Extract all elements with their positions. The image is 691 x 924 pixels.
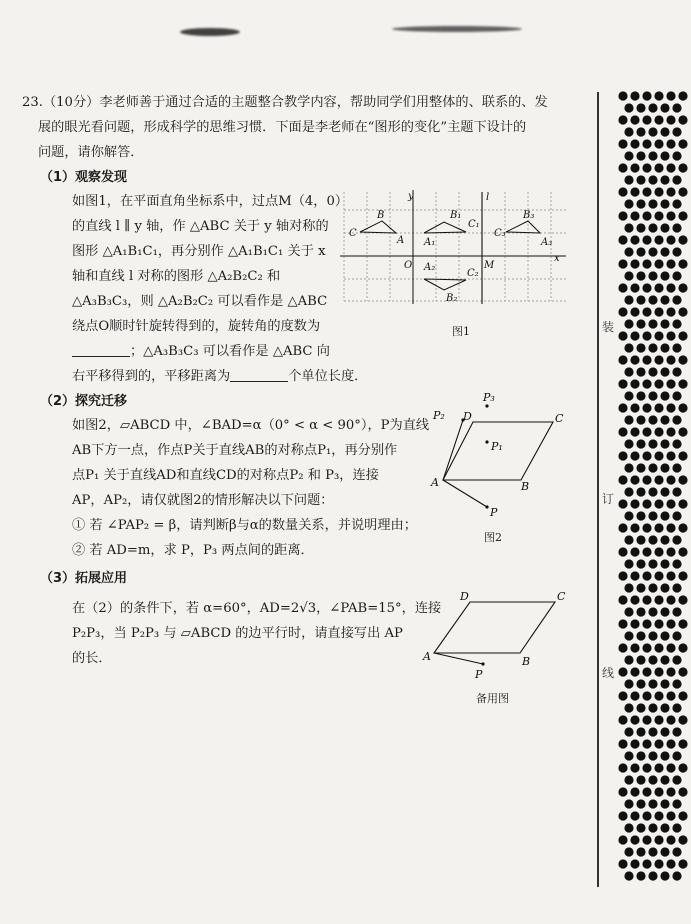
part1-line: ；△A₃B₃C₃ 可以看作是 △ABC 向 <box>72 340 330 364</box>
label-p1: P₁ <box>491 440 503 453</box>
intro-line: 23.（10分）李老师善于通过合适的主题整合教学内容，帮助同学们用整体的、联系的、发 <box>22 95 548 110</box>
part1-line: 轴和直线 l 对称的图形 △A₂B₂C₂ 和 <box>72 269 281 284</box>
label-b: B <box>377 210 385 221</box>
figure-2-caption: 图2 <box>484 531 502 544</box>
binding-dots <box>618 90 691 890</box>
triangle-a1b1c1 <box>424 222 466 233</box>
label-c: C <box>557 590 566 603</box>
intro-line: 问题，请你解答． <box>38 145 144 160</box>
label-p2: P₂ <box>433 409 445 422</box>
label-c2: C₂ <box>467 268 479 279</box>
label-a: A <box>431 476 439 489</box>
answer-blank <box>72 342 130 357</box>
segment-ap2 <box>443 420 463 480</box>
triangle-a2b2c2 <box>424 279 466 290</box>
label-c1: C₁ <box>468 219 480 230</box>
part1-line: 图形 △A₁B₁C₁，再分别作 △A₁B₁C₁ 关于 x <box>72 244 326 259</box>
label-p: P <box>475 668 483 681</box>
figure-backup-caption: 备用图 <box>476 692 509 705</box>
part2-line: AB下方一点，作点P关于直线AB的对称点P₁，再分别作 <box>72 443 398 458</box>
part3-line: 的长． <box>72 651 112 666</box>
label-l: l <box>486 192 490 203</box>
label-b3: B₃ <box>523 210 535 221</box>
label-a1: A₁ <box>424 237 436 248</box>
label-p: P <box>490 506 498 519</box>
scan-shadow <box>180 28 240 36</box>
part2-line: ① 若 ∠PAP₂ = β，请判断β与α的数量关系，并说明理由； <box>72 518 417 533</box>
label-x: x <box>554 253 560 264</box>
label-b: B <box>522 655 531 668</box>
intro-line: 展的眼光看问题，形成科学的思维习惯．下面是李老师在“图形的变化”主题下设计的 <box>38 120 527 135</box>
part2-line: 如图2，▱ABCD 中，∠BAD=α（0° < α < 90°），P为直线 <box>72 418 430 433</box>
part2-line: AP，AP₂，请仅就图2的情形解决以下问题： <box>72 493 334 508</box>
part2-line: 点P₁ 关于直线AD和直线CD的对称点P₂ 和 P₃，连接 <box>72 468 379 483</box>
label-y: y <box>408 191 414 202</box>
parallelogram-abcd <box>434 602 555 653</box>
part1-line: 如图1，在平面直角坐标系中，过点M（4，0） <box>72 194 349 209</box>
label-a2: A₂ <box>424 262 436 273</box>
segment-ap <box>434 653 483 664</box>
triangle-a3b3c3 <box>506 221 540 233</box>
label-d: D <box>460 590 469 603</box>
scan-shadow <box>392 26 522 32</box>
triangle-abc <box>360 221 396 233</box>
label-a: A <box>397 235 405 246</box>
label-o: O <box>404 260 413 271</box>
label-c: C <box>349 228 357 239</box>
answer-blank <box>230 367 288 382</box>
label-p3: P₃ <box>483 391 495 404</box>
figure-1 <box>340 188 572 308</box>
part3-heading: （3）拓展应用 <box>40 571 128 586</box>
figure-backup <box>420 586 580 686</box>
label-b1: B₁ <box>450 210 462 221</box>
label-a: A <box>423 650 431 663</box>
margin-char: 线 <box>602 666 615 680</box>
part2-line: ② 若 AD=m，求 P，P₃ 两点间的距离． <box>72 543 314 558</box>
binding-line <box>597 92 599 887</box>
label-a3: A₃ <box>541 237 553 248</box>
part1-line: △A₃B₃C₃，则 △A₂B₂C₂ 可以看作是 △ABC <box>72 294 328 309</box>
label-c3: C₃ <box>494 228 506 239</box>
figure-2 <box>425 386 575 521</box>
part2-heading: （2）探究迁移 <box>40 394 128 409</box>
label-b: B <box>521 480 530 493</box>
part1-heading: （1）观察发现 <box>40 170 128 185</box>
margin-char: 订 <box>602 492 615 506</box>
part1-line: 右平移得到的，平移距离为 个单位长度． <box>72 369 368 384</box>
part1-line: 的直线 l ∥ y 轴，作 △ABC 关于 y 轴对称的 <box>72 219 329 234</box>
label-b2: B₂ <box>446 293 458 304</box>
label-c: C <box>555 412 564 425</box>
label-d: D <box>463 410 472 423</box>
label-m: M <box>484 260 495 271</box>
segment-ap <box>443 480 487 507</box>
figure-1-caption: 图1 <box>452 325 470 338</box>
part3-line: 在（2）的条件下，若 α=60°，AD=2√3，∠PAB=15°，连接 <box>72 601 442 616</box>
part1-line: 绕点O顺时针旋转得到的，旋转角的度数为 <box>72 319 321 334</box>
margin-char: 装 <box>602 320 615 334</box>
part3-line: P₂P₃，当 P₂P₃ 与 ▱ABCD 的边平行时，请直接写出 AP <box>72 626 403 641</box>
